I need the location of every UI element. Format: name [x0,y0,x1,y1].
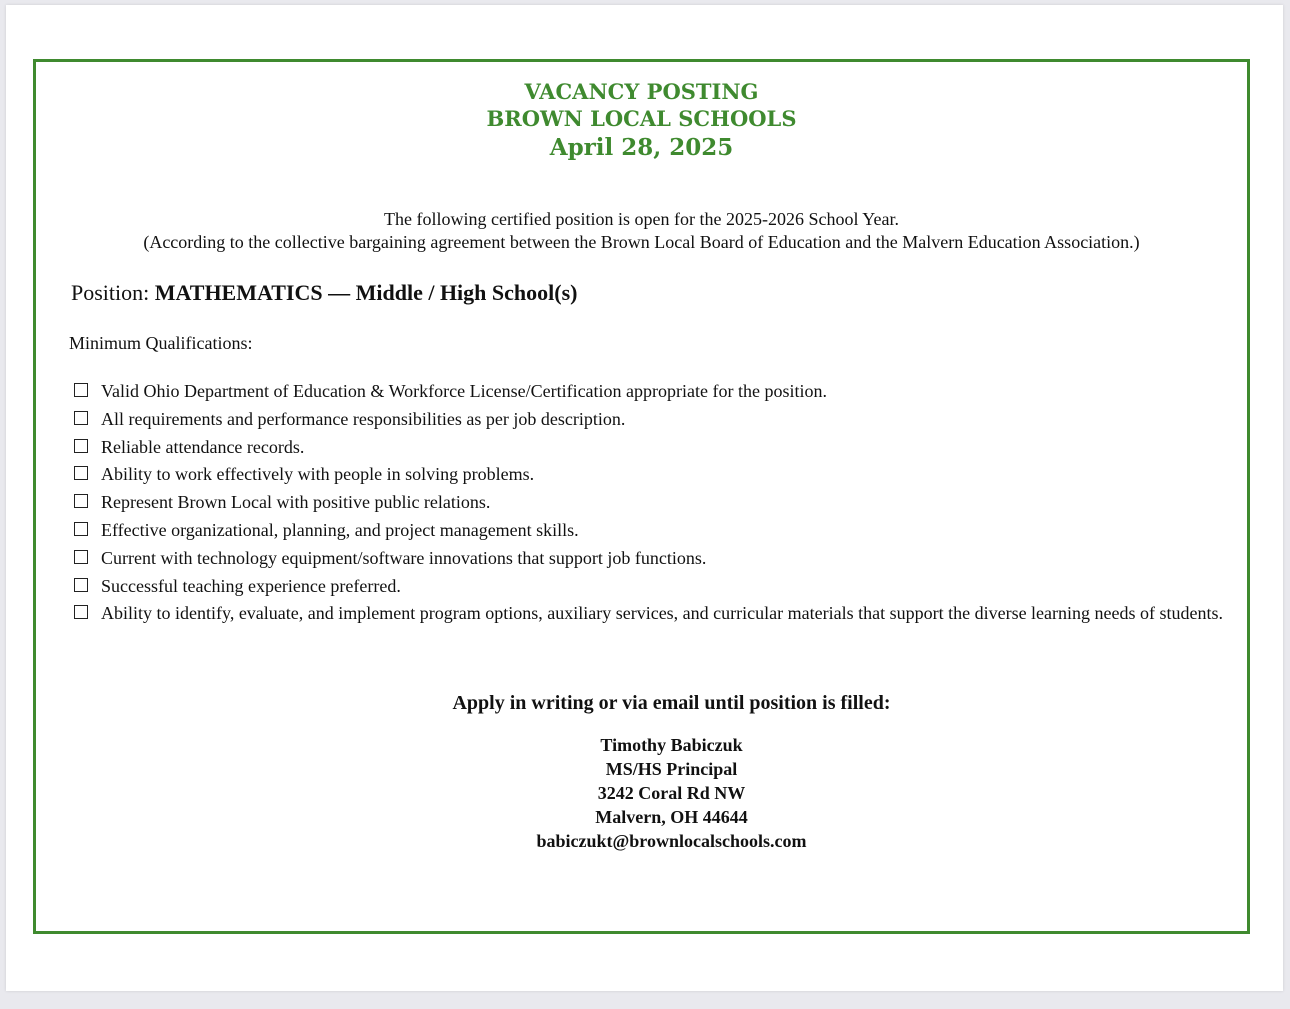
qualification-item [74,600,1240,626]
contact-name: Timothy Babiczuk [600,735,743,755]
apply-heading: Apply in writing or via email until position is filled: [452,692,891,714]
checkbox[interactable] [74,466,88,480]
intro-note: (According to the collective bargaining agreement between the Brown Local Board of Education and the Malvern Education Association.) [143,232,1140,252]
checkbox[interactable] [74,605,88,619]
qualification-text: Represent Brown Local with positive public relations. [101,492,491,513]
contact-block [36,733,1247,853]
checkbox[interactable] [74,550,88,564]
qualification-text: Ability to work effectively with people in solving problems. [101,464,535,485]
qualifications-list [74,378,1240,628]
school-name: BROWN LOCAL SCHOOLS [486,106,797,131]
position-label: Position: [71,280,150,305]
qualification-item [74,573,1240,599]
contact-city: Malvern, OH 44644 [595,807,748,827]
qualification-item [74,489,1240,515]
qualification-text: Current with technology equipment/software innovations that support job functions. [101,547,707,568]
posting-date: April 28, 2025 [549,134,734,161]
position-title: MATHEMATICS — Middle / High School(s) [154,280,578,305]
qualifications-heading: Minimum Qualifications: [69,333,253,353]
checkbox[interactable] [74,411,88,425]
qualification-text: All requirements and performance responsibilities as per job description. [101,408,626,429]
posting-heading: VACANCY POSTING [524,79,759,104]
qualification-item [74,517,1240,543]
contact-street: 3242 Coral Rd NW [597,783,746,803]
checkbox[interactable] [74,383,88,397]
qualification-item [74,406,1240,432]
qualification-item [74,378,1240,404]
checkbox[interactable] [74,578,88,592]
contact-title: MS/HS Principal [605,759,738,779]
qualification-item [74,545,1240,571]
qualification-text: Valid Ohio Department of Education & Workforce License/Certification appropriate for the position. [101,381,827,401]
checkbox[interactable] [74,494,88,508]
intro-text: The following certified position is open for the 2025-2026 School Year. [384,209,899,229]
posting-border-frame [33,59,1250,934]
position-line [71,279,577,307]
qualification-item [74,434,1240,460]
contact-email[interactable]: babiczukt@brownlocalschools.com [536,831,807,851]
qualification-text: Ability to identify, evaluate, and implement program options, auxiliary services, and curricular materials that support the diverse learning needs of students. [101,603,1224,624]
document-page [6,5,1283,991]
qualification-item [74,461,1240,487]
qualification-text: Effective organizational, planning, and project management skills. [101,519,579,540]
checkbox[interactable] [74,522,88,536]
checkbox[interactable] [74,439,88,453]
qualification-text: Reliable attendance records. [101,436,305,457]
qualification-text: Successful teaching experience preferred. [101,575,401,596]
